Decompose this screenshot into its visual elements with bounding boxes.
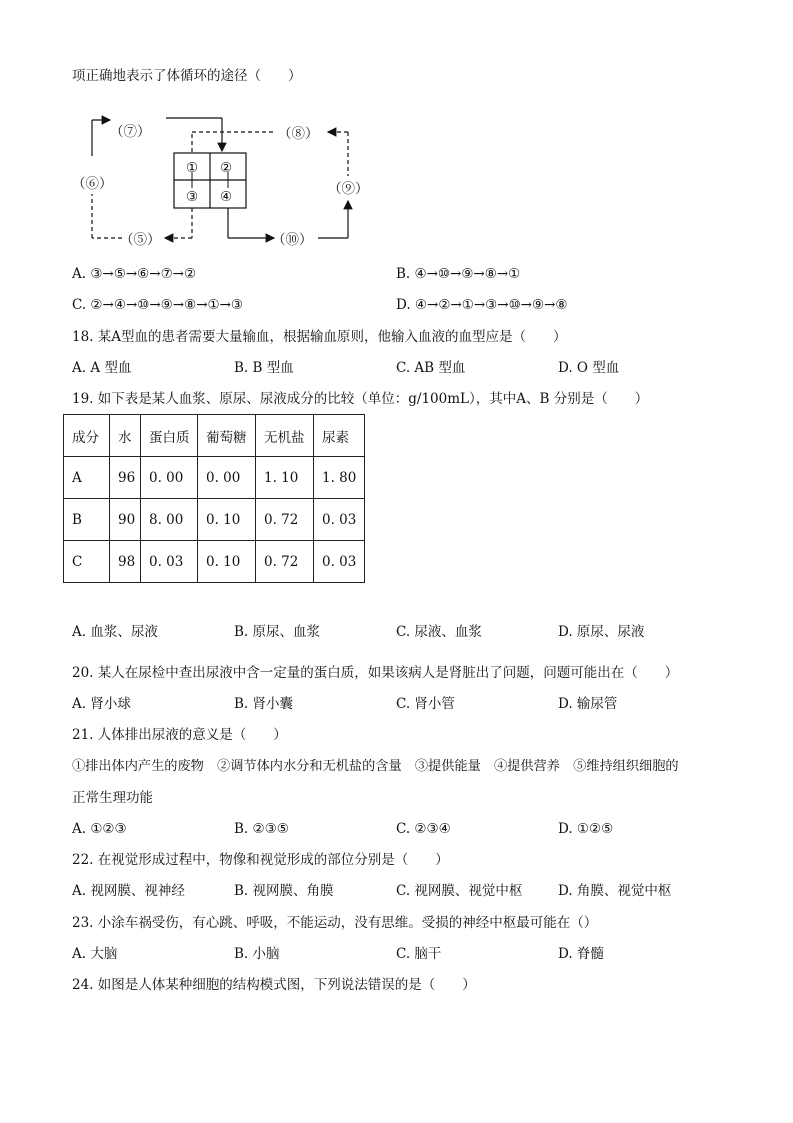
- cell-4: ④: [220, 189, 233, 205]
- q20-option-c[interactable]: C. 肾小管: [396, 696, 455, 712]
- label-7: （⑦）: [110, 124, 151, 140]
- q23-option-c[interactable]: C. 脑干: [396, 946, 442, 962]
- q22-option-b[interactable]: B. 视网膜、角膜: [234, 883, 334, 899]
- q21-option-b[interactable]: B. ②③⑤: [234, 821, 289, 837]
- q22-option-d[interactable]: D. 角膜、视觉中枢: [558, 883, 672, 899]
- q23-option-d[interactable]: D. 脊髓: [558, 946, 604, 962]
- q18-option-b[interactable]: B. B 型血: [234, 360, 294, 376]
- table-header: 尿素: [314, 415, 365, 457]
- table-header: 葡萄糖: [198, 415, 256, 457]
- table-cell: 8. 00: [141, 499, 198, 541]
- cell-3: ③: [186, 189, 199, 205]
- q19-option-d[interactable]: D. 原尿、尿液: [558, 624, 645, 640]
- label-5: （⑤）: [120, 232, 161, 248]
- composition-table: [63, 414, 365, 583]
- table-cell: 0. 03: [314, 541, 365, 583]
- table-cell: 0. 72: [256, 499, 314, 541]
- q22-option-c[interactable]: C. 视网膜、视觉中枢: [396, 883, 523, 899]
- q24-stem: 24. 如图是人体某种细胞的结构模式图，下列说法错误的是（ ）: [72, 977, 476, 993]
- q20-option-b[interactable]: B. 肾小囊: [234, 696, 294, 712]
- q19-option-c[interactable]: C. 尿液、血浆: [396, 624, 482, 640]
- table-cell: 0. 03: [141, 541, 198, 583]
- table-cell: 0. 10: [198, 541, 256, 583]
- q19-stem: 19. 如下表是某人血浆、原尿、尿液成分的比较（单位：g/100mL），其中A、B 分别是（ ）: [72, 391, 649, 407]
- q18-option-c[interactable]: C. AB 型血: [396, 360, 466, 376]
- q18-option-d[interactable]: D. O 型血: [558, 360, 620, 376]
- q21-stem: 21. 人体排出尿液的意义是（ ）: [72, 727, 287, 743]
- circulation-diagram: [60, 108, 380, 253]
- q20-option-a[interactable]: A. 肾小球: [72, 696, 131, 712]
- q19-option-a[interactable]: A. 血浆、尿液: [72, 624, 158, 640]
- q20-stem: 20. 某人在尿检中查出尿液中含一定量的蛋白质，如果该病人是肾脏出了问题，问题可能出在（ ）: [72, 665, 679, 681]
- q21-option-a[interactable]: A. ①②③: [72, 821, 127, 837]
- q23-option-a[interactable]: A. 大脑: [72, 946, 118, 962]
- table-cell: A: [64, 457, 110, 499]
- table-cell: 90: [110, 499, 141, 541]
- q21-option-d[interactable]: D. ①②⑤: [558, 821, 614, 837]
- q20-option-d[interactable]: D. 输尿管: [558, 696, 618, 712]
- q23-stem: 23. 小涂车祸受伤，有心跳、呼吸，不能运动，没有思维。受损的神经中枢最可能在（）: [72, 915, 598, 931]
- q17-option-b[interactable]: B. ④→⑩→⑨→⑧→①: [396, 266, 521, 282]
- table-cell: C: [64, 541, 110, 583]
- q21-option-c[interactable]: C. ②③④: [396, 821, 451, 837]
- table-header: 蛋白质: [141, 415, 198, 457]
- q17-option-d[interactable]: D. ④→②→①→③→⑩→⑨→⑧: [396, 297, 568, 313]
- q19-option-b[interactable]: B. 原尿、血浆: [234, 624, 321, 640]
- q21-items-line2: 正常生理功能: [72, 790, 153, 806]
- q17-option-a[interactable]: A. ③→⑤→⑥→⑦→②: [72, 266, 197, 282]
- q22-stem: 22. 在视觉形成过程中，物像和视觉形成的部位分别是（ ）: [72, 852, 449, 868]
- table-row: [64, 499, 365, 541]
- cell-2: ②: [220, 160, 233, 176]
- table-cell: 0. 72: [256, 541, 314, 583]
- table-header: 水: [110, 415, 141, 457]
- label-9: （⑨）: [328, 181, 369, 197]
- q21-items-line1: ①排出体内产生的废物 ②调节体内水分和无机盐的含量 ③提供能量 ④提供营养 ⑤维持组织细胞的: [72, 759, 679, 774]
- table-row: [64, 457, 365, 499]
- table-cell: 0. 03: [314, 499, 365, 541]
- table-row: [64, 541, 365, 583]
- table-cell: 0. 10: [198, 499, 256, 541]
- label-6: （⑥）: [72, 176, 113, 192]
- table-cell: B: [64, 499, 110, 541]
- label-8: （⑧）: [278, 126, 319, 142]
- q18-option-a[interactable]: A. A 型血: [72, 360, 132, 376]
- table-header: 成分: [64, 415, 110, 457]
- table-cell: 1. 80: [314, 457, 365, 499]
- q22-option-a[interactable]: A. 视网膜、视神经: [72, 883, 185, 899]
- q18-stem: 18. 某A型血的患者需要大量输血，根据输血原则，他输入血液的血型应是（ ）: [72, 329, 567, 345]
- table-cell: 1. 10: [256, 457, 314, 499]
- table-cell: 0. 00: [141, 457, 198, 499]
- table-cell: 0. 00: [198, 457, 256, 499]
- table-header-row: [64, 415, 365, 457]
- table-cell: 96: [110, 457, 141, 499]
- q23-option-b[interactable]: B. 小脑: [234, 946, 280, 962]
- q17-stem: 项正确地表示了体循环的途径（ ）: [72, 68, 302, 84]
- table-cell: 98: [110, 541, 141, 583]
- q17-option-c[interactable]: C. ②→④→⑩→⑨→⑧→①→③: [72, 297, 244, 313]
- label-10: （⑩）: [272, 232, 313, 248]
- cell-1: ①: [186, 160, 199, 176]
- table-header: 无机盐: [256, 415, 314, 457]
